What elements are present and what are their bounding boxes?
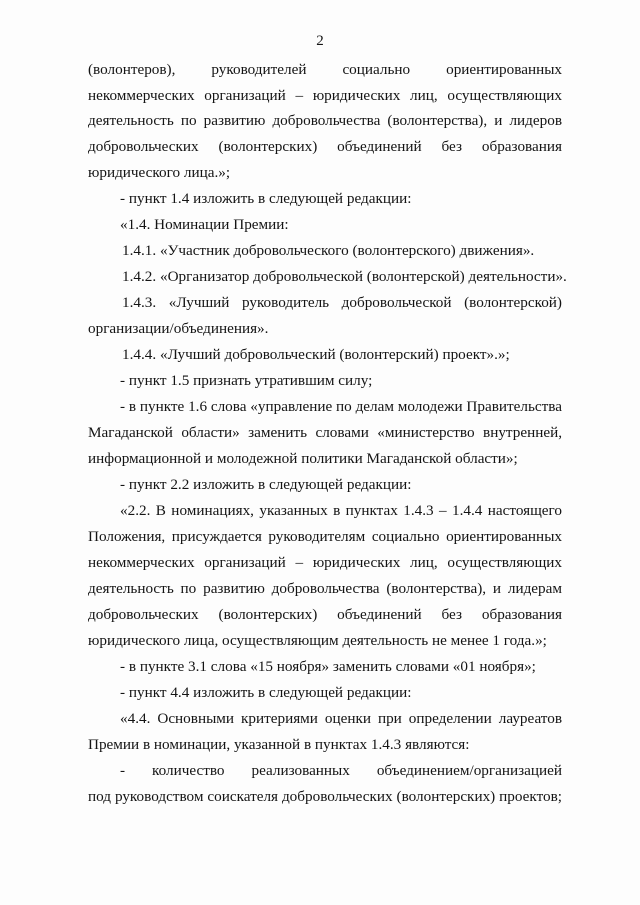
text-line: «1.4. Номинации Премии: — [120, 216, 289, 233]
text-line: деятельность по развитию добровольчества (волонтерства), и лидеров — [88, 112, 562, 129]
text-line: Положения, присуждается руководителям социально ориентированных — [88, 528, 562, 545]
text-line: юридического лица, осуществляющим деятельность не менее 1 года.»; — [88, 632, 547, 649]
text-line: деятельность по развитию добровольчества (волонтерства), и лидерам — [88, 580, 562, 597]
text-line: 1.4.2. «Организатор добровольческой (волонтерской) деятельности». — [122, 268, 567, 285]
text-line: 1.4.1. «Участник добровольческого (волонтерского) движения». — [122, 242, 535, 259]
text-line: информационной и молодежной политики Магаданской области»; — [88, 450, 518, 467]
text-line: «4.4. Основными критериями оценки при определении лауреатов — [120, 710, 562, 727]
page-number: 2 — [316, 33, 324, 49]
text-line: добровольческих (волонтерских) объединений без образования — [88, 606, 562, 623]
text-line: под руководством соискателя добровольческих (волонтерских) проектов; — [88, 788, 562, 805]
text-line: некоммерческих организаций – юридических лиц, осуществляющих — [88, 554, 562, 571]
text-line: «2.2. В номинациях, указанных в пунктах 1.4.3 – 1.4.4 настоящего — [120, 502, 562, 519]
text-line: - в пункте 1.6 слова «управление по делам молодежи Правительства — [120, 398, 562, 415]
text-line: (волонтеров), руководителей социально ориентированных — [88, 61, 562, 78]
text-line: добровольческих (волонтерских) объединений без образования — [88, 138, 562, 155]
text-line: - пункт 1.4 изложить в следующей редакции: — [120, 190, 412, 207]
text-line: 1.4.4. «Лучший добровольческий (волонтерский) проект».»; — [122, 346, 510, 363]
text-line: некоммерческих организаций – юридических лиц, осуществляющих — [88, 87, 562, 104]
text-line: - пункт 1.5 признать утратившим силу; — [120, 372, 373, 389]
text-line: Магаданской области» заменить словами «министерство внутренней, — [88, 424, 562, 441]
text-line: - в пункте 3.1 слова «15 ноября» заменить словами «01 ноября»; — [120, 658, 536, 675]
text-line: - пункт 2.2 изложить в следующей редакции: — [120, 476, 412, 493]
text-line: 1.4.3. «Лучший руководитель добровольческой (волонтерской) — [122, 294, 562, 311]
text-line: юридического лица.»; — [88, 164, 231, 181]
text-line: организации/объединения». — [88, 320, 269, 337]
text-line: - количество реализованных объединением/организацией — [120, 762, 562, 779]
text-line: - пункт 4.4 изложить в следующей редакции: — [120, 684, 412, 701]
text-line: Премии в номинации, указанной в пунктах 1.4.3 являются: — [88, 736, 470, 753]
